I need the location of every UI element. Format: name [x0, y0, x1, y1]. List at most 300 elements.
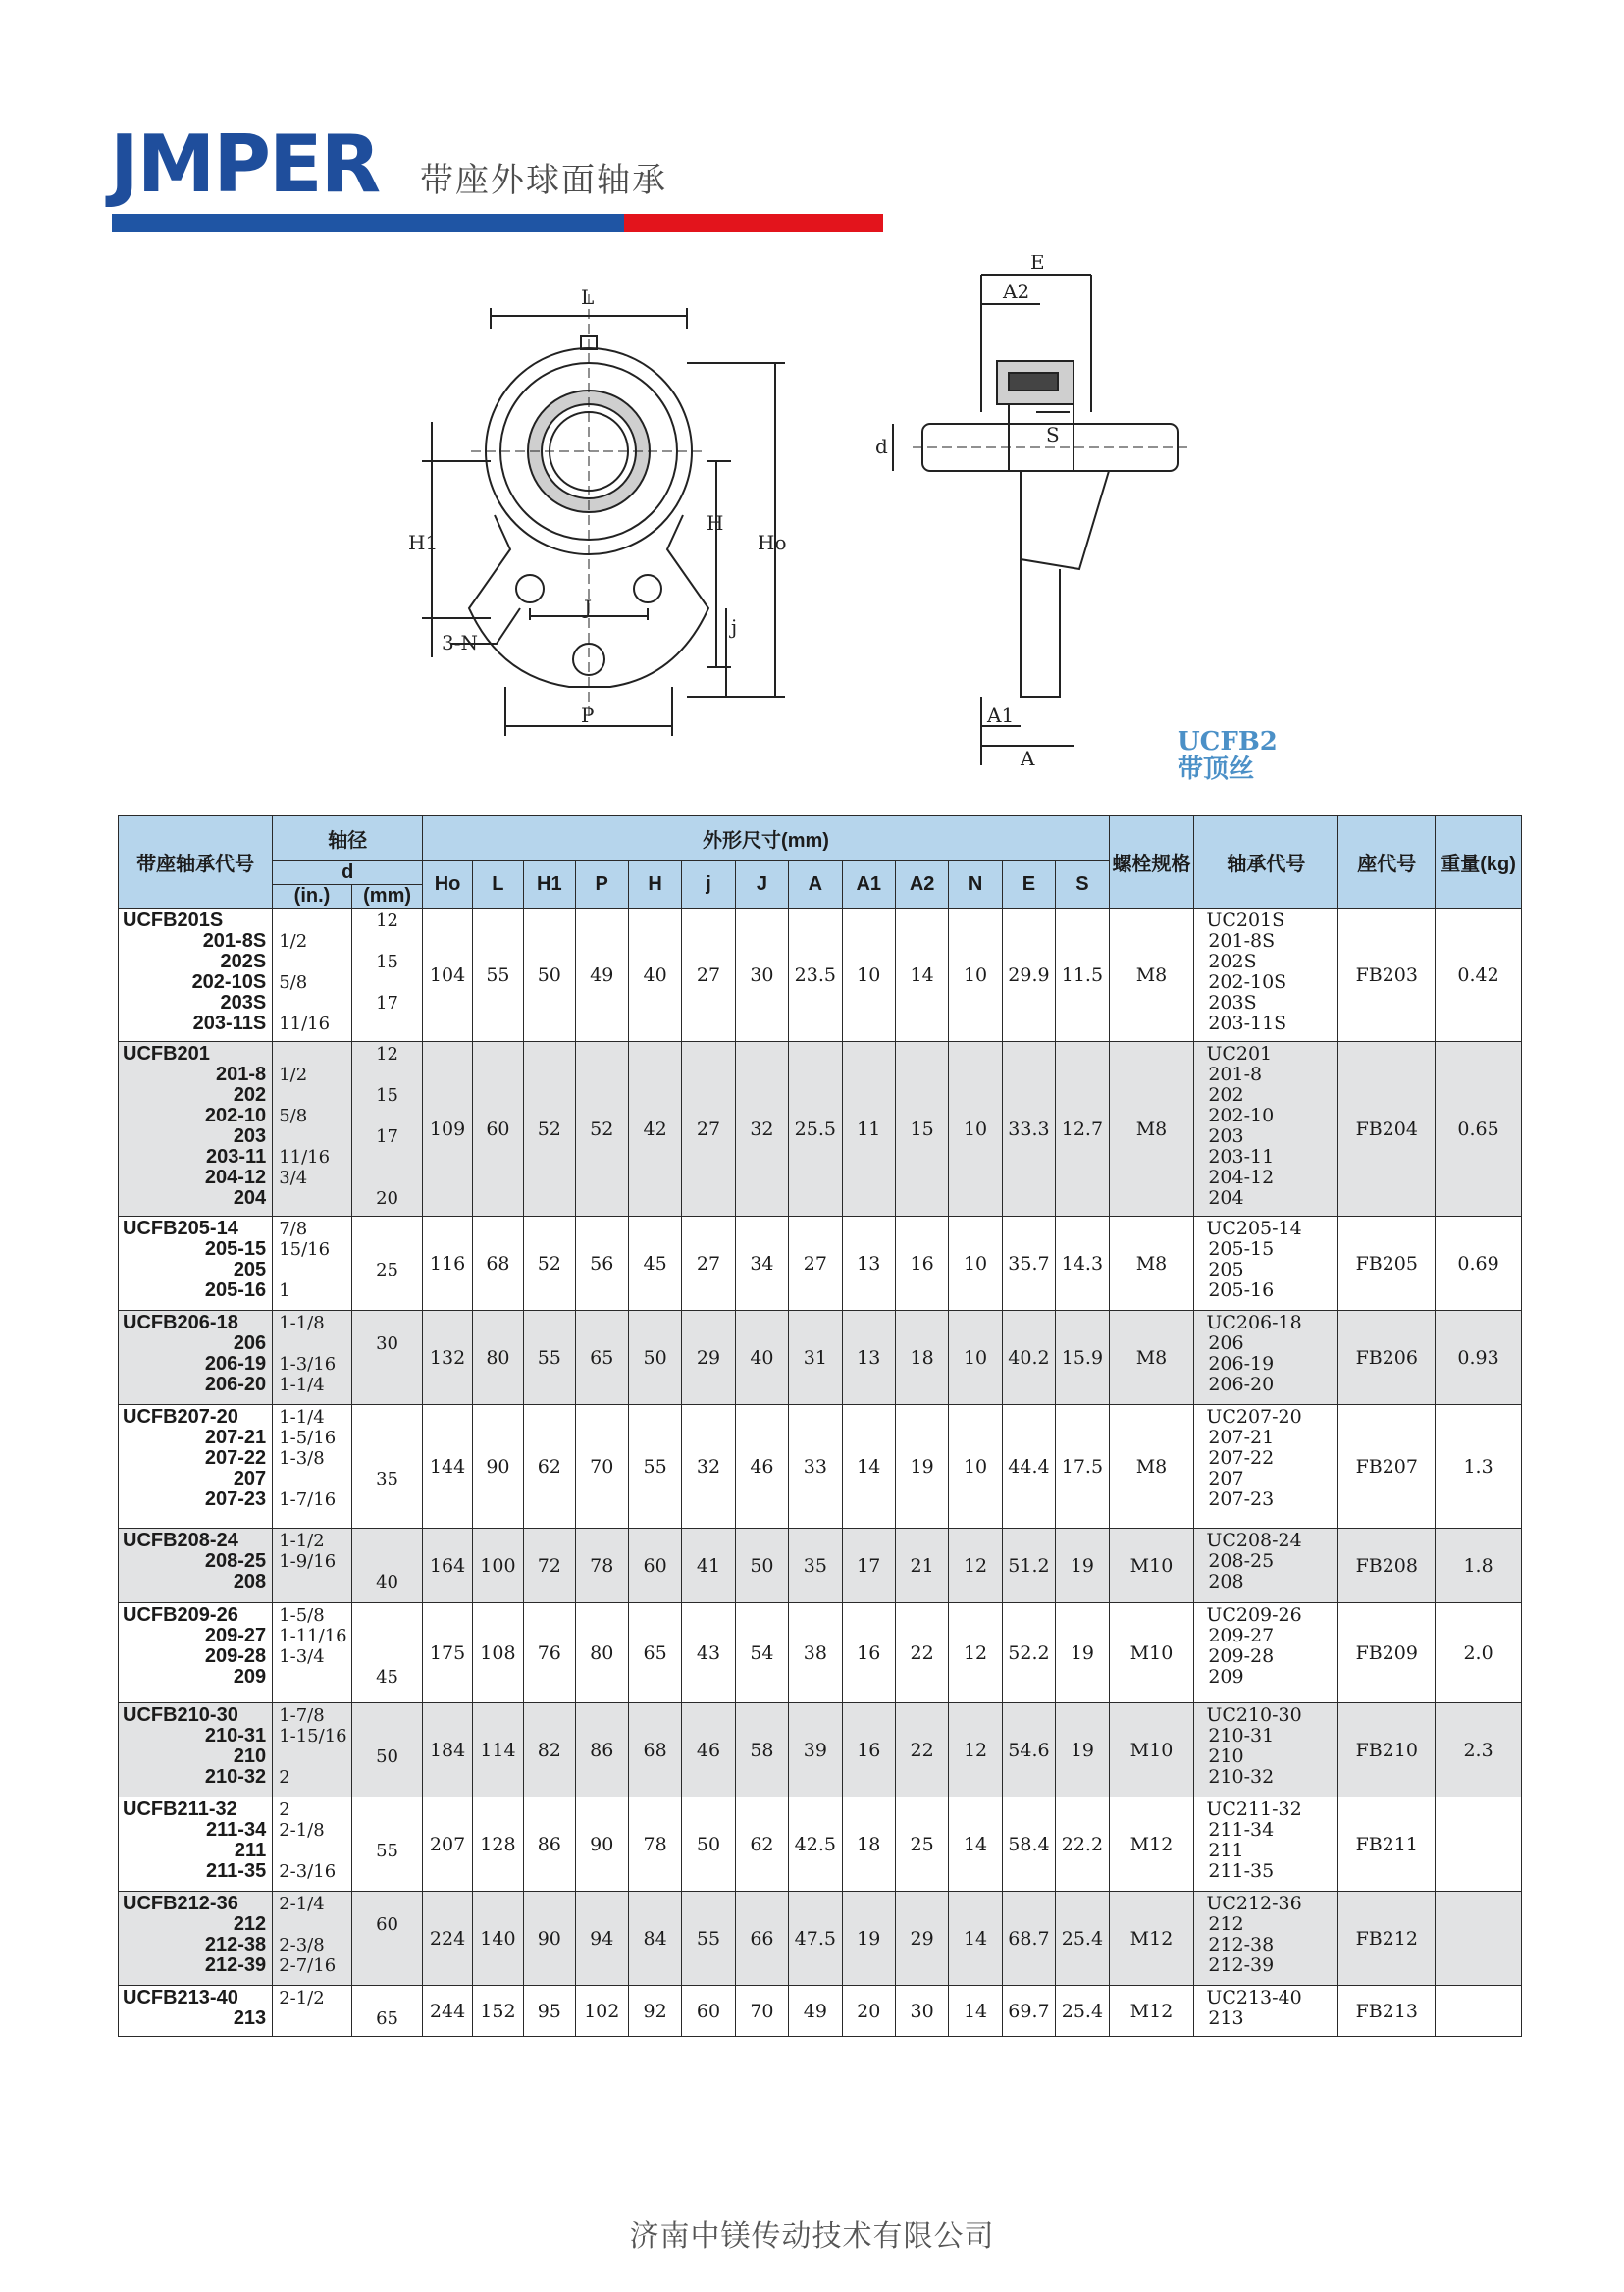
dimension-cell: 31 — [789, 1311, 842, 1405]
unit-code-line: 203-11 — [1208, 1146, 1275, 1168]
dimension-cell: 46 — [735, 1405, 788, 1529]
label-A1: A1 — [987, 703, 1015, 727]
dimension-cell: 19 — [1056, 1703, 1110, 1797]
label-E: E — [1030, 255, 1045, 274]
dimension-cell: 19 — [1056, 1529, 1110, 1603]
table-row — [119, 1529, 1522, 1603]
shaft-mm-line — [352, 1448, 423, 1469]
shaft-mm-line: 35 — [376, 1469, 399, 1489]
bearing-code-line: 213 — [233, 2007, 267, 2029]
dimension-cell: 16 — [842, 1603, 895, 1703]
dimension-cell: 50 — [735, 1529, 788, 1603]
bearing-code-line: 208 — [233, 1571, 267, 1592]
unit-code-line: 204 — [1208, 1187, 1244, 1209]
shaft-mm-line: 40 — [376, 1572, 399, 1592]
bearing-code-line: 209-27 — [204, 1625, 267, 1646]
dimension-cell: 21 — [895, 1529, 948, 1603]
shaft-inch — [273, 909, 352, 1042]
header-mm: (mm) — [351, 885, 423, 909]
bearing-code-line: 206-19 — [204, 1353, 267, 1375]
dimension-cell: 52 — [524, 1217, 575, 1311]
bearing-code — [119, 1042, 273, 1217]
label-Ho: Ho — [758, 531, 787, 554]
unit-code-line: 204-12 — [1208, 1167, 1275, 1188]
bearing-code-line: UCFB210-30 — [123, 1704, 238, 1726]
dimension-cell: 65 — [575, 1311, 628, 1405]
bearing-code-line: UCFB205-14 — [123, 1218, 238, 1239]
bearing-code-line: 210 — [233, 1745, 267, 1767]
weight-cell: 2.3 — [1436, 1703, 1522, 1797]
dimension-cell: 10 — [949, 1405, 1002, 1529]
housing-cell: FB211 — [1338, 1797, 1436, 1892]
dimension-cell: 14 — [949, 1986, 1002, 2037]
dimension-cell: 12 — [949, 1703, 1002, 1797]
dimension-cell: 42.5 — [789, 1797, 842, 1892]
unit-code — [1194, 1703, 1338, 1797]
unit-code-line: 207 — [1208, 1468, 1244, 1489]
dimension-cell: 56 — [575, 1217, 628, 1311]
unit-code — [1194, 1217, 1338, 1311]
dimension-cell: 82 — [524, 1703, 575, 1797]
label-H: H — [707, 511, 724, 535]
shaft-inch-line: 1-3/4 — [279, 1646, 325, 1667]
shaft-inch — [273, 1529, 352, 1603]
shaft-inch-line: 5/8 — [279, 972, 308, 993]
shaft-inch-line: 1/2 — [279, 1065, 308, 1085]
weight-cell — [1436, 1986, 1522, 2037]
shaft-inch-line: 1-7/8 — [279, 1705, 325, 1726]
shaft-inch-line: 15/16 — [279, 1239, 331, 1260]
dimension-cell: 17.5 — [1056, 1405, 1110, 1529]
bearing-code-line: 201-8 — [216, 1064, 267, 1085]
dimension-cell: 66 — [735, 1892, 788, 1986]
unit-code-line: 211-34 — [1208, 1819, 1275, 1841]
dimension-cell: 60 — [682, 1986, 735, 2037]
dimension-cell: 46 — [682, 1703, 735, 1797]
shaft-inch — [273, 1217, 352, 1311]
shaft-inch-line: 1-5/8 — [279, 1605, 325, 1626]
header-dim: P — [575, 861, 628, 909]
dimension-cell: 62 — [524, 1405, 575, 1529]
unit-code-line: 209-27 — [1208, 1625, 1275, 1646]
dimension-cell: 58.4 — [1002, 1797, 1055, 1892]
dimension-cell: 68 — [628, 1703, 681, 1797]
bearing-code — [119, 1986, 273, 2037]
dimension-cell: 34 — [735, 1217, 788, 1311]
dimension-cell: 29 — [682, 1311, 735, 1405]
unit-code-line: UC201S — [1206, 910, 1285, 931]
shaft-mm-line — [352, 931, 423, 952]
shaft-inch-line — [273, 1260, 351, 1280]
bearing-code-line: 202S — [220, 951, 267, 972]
dimension-cell: 86 — [524, 1797, 575, 1892]
bearing-code — [119, 1797, 273, 1892]
shaft-inch-line: 7/8 — [279, 1219, 308, 1239]
dimension-cell: 72 — [524, 1529, 575, 1603]
shaft-inch-line: 11/16 — [279, 1147, 331, 1168]
unit-code-line: UC206-18 — [1206, 1312, 1302, 1333]
shaft-inch-line — [273, 2008, 351, 2029]
dimension-cell: 44.4 — [1002, 1405, 1055, 1529]
dimension-cell: 17 — [842, 1529, 895, 1603]
dimension-cell: 27 — [682, 1042, 735, 1217]
housing-cell: FB209 — [1338, 1603, 1436, 1703]
dimension-cell: 78 — [628, 1797, 681, 1892]
shaft-inch-line: 1-1/4 — [279, 1407, 325, 1428]
shaft-inch — [273, 1405, 352, 1529]
shaft-inch-line — [273, 993, 351, 1014]
dimension-cell: 100 — [472, 1529, 523, 1603]
shaft-mm — [351, 1703, 423, 1797]
dimension-cell: 50 — [682, 1797, 735, 1892]
dimension-cell: 22.2 — [1056, 1797, 1110, 1892]
dimension-cell: 55 — [472, 909, 523, 1042]
weight-cell — [1436, 1892, 1522, 1986]
dimension-cell: 45 — [628, 1217, 681, 1311]
bearing-code-line: 207-22 — [204, 1447, 267, 1469]
dimension-cell: 80 — [472, 1311, 523, 1405]
shaft-mm-line — [352, 1280, 423, 1301]
bearing-code-line: 204-12 — [204, 1167, 267, 1188]
header-dim: A2 — [895, 861, 948, 909]
header-dim: E — [1002, 861, 1055, 909]
unit-code — [1194, 1797, 1338, 1892]
dimension-cell: 41 — [682, 1529, 735, 1603]
shaft-inch-line — [273, 1085, 351, 1106]
bearing-code — [119, 1311, 273, 1405]
dimension-cell: 164 — [423, 1529, 472, 1603]
bolt-cell: M12 — [1109, 1986, 1194, 2037]
table-row — [119, 1797, 1522, 1892]
dimension-cell: 18 — [895, 1311, 948, 1405]
unit-code — [1194, 1986, 1338, 2037]
housing-cell: FB205 — [1338, 1217, 1436, 1311]
shaft-mm-line: 30 — [376, 1333, 399, 1354]
unit-code-line: UC212-36 — [1206, 1893, 1302, 1914]
dimension-cell: 19 — [842, 1892, 895, 1986]
weight-cell — [1436, 1797, 1522, 1892]
shaft-mm-line: 12 — [376, 911, 399, 931]
spec-table — [118, 815, 1522, 2037]
dimension-cell: 25.5 — [789, 1042, 842, 1217]
dimension-cell: 27 — [682, 909, 735, 1042]
shaft-mm-line — [352, 1354, 423, 1375]
header-bar-blue — [112, 214, 624, 232]
header-dim: j — [682, 861, 735, 909]
bearing-code-line: UCFB201S — [123, 910, 224, 931]
unit-code-line: 202-10S — [1208, 971, 1287, 993]
bearing-code-line: 205 — [233, 1259, 267, 1280]
unit-code-line: 210-32 — [1208, 1766, 1275, 1788]
bearing-code-line: 212 — [233, 1913, 267, 1935]
dimension-cell: 47.5 — [789, 1892, 842, 1986]
dimension-cell: 13 — [842, 1311, 895, 1405]
label-H1: H1 — [408, 531, 439, 554]
housing-cell: FB212 — [1338, 1892, 1436, 1986]
shaft-mm-line — [352, 1489, 423, 1510]
shaft-inch-line: 2-1/8 — [279, 1820, 325, 1841]
dimension-cell: 62 — [735, 1797, 788, 1892]
dimension-cell: 10 — [949, 1217, 1002, 1311]
bearing-code-line: 203S — [220, 992, 267, 1014]
weight-cell: 1.8 — [1436, 1529, 1522, 1603]
dimension-cell: 22 — [895, 1703, 948, 1797]
shaft-inch — [273, 1042, 352, 1217]
bearing-code-line: 210-32 — [204, 1766, 267, 1788]
dimension-cell: 14 — [949, 1892, 1002, 1986]
dimension-cell: 109 — [423, 1042, 472, 1217]
label-3N: 3-N — [442, 631, 478, 654]
shaft-inch-line: 2 — [279, 1799, 290, 1820]
dimension-cell: 207 — [423, 1797, 472, 1892]
bearing-code-line: 208-25 — [204, 1550, 267, 1572]
page-subtitle: 带座外球面轴承 — [420, 161, 667, 200]
dimension-cell: 11.5 — [1056, 909, 1110, 1042]
shaft-mm-line — [352, 1239, 423, 1260]
bearing-code — [119, 1405, 273, 1529]
unit-code-line: 201-8 — [1208, 1064, 1263, 1085]
bolt-cell: M8 — [1109, 1311, 1194, 1405]
shaft-mm-line — [352, 1861, 423, 1882]
bearing-code-line: 203-11S — [192, 1013, 267, 1034]
shaft-mm-line — [352, 1988, 423, 2008]
dimension-cell: 51.2 — [1002, 1529, 1055, 1603]
dimension-cell: 25 — [895, 1797, 948, 1892]
shaft-mm-line: 17 — [376, 1126, 399, 1147]
bearing-code-line: UCFB208-24 — [123, 1530, 238, 1551]
unit-code-line: UC209-26 — [1206, 1604, 1302, 1626]
dimension-cell: 14 — [949, 1797, 1002, 1892]
model-note: 带顶丝 — [1178, 755, 1255, 784]
dimension-cell: 90 — [524, 1892, 575, 1986]
housing-cell: FB213 — [1338, 1986, 1436, 2037]
shaft-inch-line: 3/4 — [279, 1168, 308, 1188]
dimension-cell: 140 — [472, 1892, 523, 1986]
bearing-code-line: 207-21 — [204, 1427, 267, 1448]
shaft-mm-line — [352, 1313, 423, 1333]
bearing-code — [119, 909, 273, 1042]
unit-code-line: 208 — [1208, 1571, 1244, 1592]
bearing-code-line: UCFB207-20 — [123, 1406, 238, 1428]
dimension-cell: 108 — [472, 1603, 523, 1703]
shaft-mm-line — [352, 1705, 423, 1726]
shaft-inch-line: 1-9/16 — [279, 1551, 337, 1572]
unit-code-line: 202-10 — [1208, 1105, 1275, 1126]
unit-code-line: 206-20 — [1208, 1374, 1275, 1395]
dimension-cell: 52 — [575, 1042, 628, 1217]
shaft-mm-line — [352, 1407, 423, 1428]
shaft-mm-line — [352, 1799, 423, 1820]
shaft-inch-line — [273, 1667, 351, 1688]
header-dim: J — [735, 861, 788, 909]
dimension-cell: 55 — [628, 1405, 681, 1529]
weight-cell: 0.93 — [1436, 1311, 1522, 1405]
dimension-cell: 175 — [423, 1603, 472, 1703]
dimension-cell: 13 — [842, 1217, 895, 1311]
unit-code-line: 201-8S — [1208, 930, 1276, 952]
shaft-mm-line — [352, 1955, 423, 1976]
label-A: A — [1021, 747, 1035, 770]
header-dim: A — [789, 861, 842, 909]
header-dim: A1 — [842, 861, 895, 909]
shaft-inch-line: 1-3/8 — [279, 1448, 325, 1469]
dimension-cell: 42 — [628, 1042, 681, 1217]
bearing-code-line: 207-23 — [204, 1488, 267, 1510]
shaft-mm — [351, 1217, 423, 1311]
shaft-inch-line: 1-1/4 — [279, 1375, 325, 1395]
weight-cell: 2.0 — [1436, 1603, 1522, 1703]
shaft-mm-line — [352, 972, 423, 993]
dimension-cell: 40 — [628, 909, 681, 1042]
unit-code-line: 212-38 — [1208, 1934, 1275, 1955]
dimension-cell: 39 — [789, 1703, 842, 1797]
shaft-mm-line — [352, 1551, 423, 1572]
shaft-inch-line — [273, 952, 351, 972]
bearing-code-line: 206 — [233, 1332, 267, 1354]
shaft-inch-line — [273, 1914, 351, 1935]
dimension-cell: 19 — [895, 1405, 948, 1529]
dimension-cell: 76 — [524, 1603, 575, 1703]
bearing-code-line: 206-20 — [204, 1374, 267, 1395]
dimension-cell: 152 — [472, 1986, 523, 2037]
shaft-inch — [273, 1797, 352, 1892]
bearing-code-line: 202 — [233, 1084, 267, 1106]
shaft-mm-line: 65 — [376, 2008, 399, 2029]
bearing-code — [119, 1892, 273, 1986]
bearing-code-line: 209 — [233, 1666, 267, 1688]
dimension-cell: 27 — [789, 1217, 842, 1311]
dimension-cell: 25.4 — [1056, 1986, 1110, 2037]
header-dim: L — [472, 861, 523, 909]
bolt-cell: M8 — [1109, 909, 1194, 1042]
unit-code-line: 202S — [1208, 951, 1257, 972]
housing-cell: FB210 — [1338, 1703, 1436, 1797]
shaft-mm-line — [352, 1219, 423, 1239]
dimension-cell: 114 — [472, 1703, 523, 1797]
dimension-cell: 15.9 — [1056, 1311, 1110, 1405]
table-row — [119, 1892, 1522, 1986]
unit-code-line: 203S — [1208, 992, 1257, 1014]
dimension-cell: 95 — [524, 1986, 575, 2037]
unit-code-line: UC211-32 — [1206, 1798, 1302, 1820]
dimension-cell: 14 — [842, 1405, 895, 1529]
dimension-cell: 69.7 — [1002, 1986, 1055, 2037]
bearing-code-line: 202-10S — [191, 971, 267, 993]
bolt-cell: M8 — [1109, 1405, 1194, 1529]
header-dim: N — [949, 861, 1002, 909]
dimension-cell: 132 — [423, 1311, 472, 1405]
dimension-cell: 54.6 — [1002, 1703, 1055, 1797]
shaft-mm-line: 17 — [376, 993, 399, 1014]
unit-code-line: 211-35 — [1208, 1860, 1275, 1882]
label-J: J — [584, 596, 593, 619]
header-dim: Ho — [423, 861, 472, 909]
unit-code-line: 205 — [1208, 1259, 1244, 1280]
dimension-cell: 78 — [575, 1529, 628, 1603]
bearing-code-line: 212-38 — [204, 1934, 267, 1955]
header-shaft: 轴径 — [273, 816, 423, 861]
unit-code — [1194, 1529, 1338, 1603]
bearing-code-line: 211-35 — [206, 1860, 267, 1882]
bearing-code-line: UCFB206-18 — [123, 1312, 238, 1333]
dimension-cell: 38 — [789, 1603, 842, 1703]
bearing-code-line: 204 — [233, 1187, 267, 1209]
bearing-code-line: 212-39 — [204, 1954, 267, 1976]
dimension-cell: 12.7 — [1056, 1042, 1110, 1217]
shaft-inch-line: 1-1/8 — [279, 1313, 325, 1333]
label-d: d — [875, 435, 888, 458]
unit-code-line: 209 — [1208, 1666, 1244, 1688]
dimension-cell: 29.9 — [1002, 909, 1055, 1042]
header-dim: S — [1056, 861, 1110, 909]
dimension-cell: 29 — [895, 1892, 948, 1986]
footer-company: 济南中镁传动技术有限公司 — [629, 2219, 995, 2254]
dimension-cell: 68 — [472, 1217, 523, 1311]
dimension-cell: 33 — [789, 1405, 842, 1529]
shaft-mm-line: 60 — [376, 1914, 399, 1935]
table-body — [119, 909, 1522, 2037]
header-inch: (in.) — [273, 885, 352, 909]
bearing-code-line: UCFB213-40 — [123, 1987, 238, 2008]
shaft-mm — [351, 1797, 423, 1892]
dimension-cell: 80 — [575, 1603, 628, 1703]
dimension-cell: 49 — [575, 909, 628, 1042]
header-housing: 座代号 — [1338, 816, 1436, 909]
bolt-cell: M8 — [1109, 1042, 1194, 1217]
shaft-mm-line — [352, 1531, 423, 1551]
dimension-cell: 14 — [895, 909, 948, 1042]
shaft-mm-line: 20 — [376, 1188, 399, 1209]
dimension-cell: 50 — [628, 1311, 681, 1405]
bearing-code-line: 203 — [233, 1125, 267, 1147]
front-view — [422, 294, 785, 736]
unit-code-line: 202 — [1208, 1084, 1244, 1106]
unit-code-line: 207-23 — [1208, 1488, 1275, 1510]
dimension-cell: 12 — [949, 1529, 1002, 1603]
bearing-code-line: UCFB209-26 — [123, 1604, 238, 1626]
bolt-cell: M12 — [1109, 1797, 1194, 1892]
unit-code-line: 209-28 — [1208, 1645, 1275, 1667]
dimension-cell: 94 — [575, 1892, 628, 1986]
dimension-cell: 10 — [842, 909, 895, 1042]
bolt-cell: M10 — [1109, 1529, 1194, 1603]
shaft-mm-line — [352, 1626, 423, 1646]
shaft-inch-line: 2-1/2 — [279, 1988, 325, 2008]
shaft-inch-line — [273, 1126, 351, 1147]
shaft-mm — [351, 1311, 423, 1405]
unit-code-line: 211 — [1208, 1840, 1244, 1861]
header-weight: 重量(kg) — [1436, 816, 1522, 909]
dimension-cell: 40 — [735, 1311, 788, 1405]
unit-code — [1194, 1603, 1338, 1703]
dimension-cell: 20 — [842, 1986, 895, 2037]
bearing-code — [119, 1529, 273, 1603]
label-S: S — [1046, 423, 1060, 446]
shaft-inch-line — [273, 911, 351, 931]
dimension-cell: 49 — [789, 1986, 842, 2037]
shaft-mm-line — [352, 1065, 423, 1085]
dimension-cell: 52.2 — [1002, 1603, 1055, 1703]
shaft-inch-line: 1-11/16 — [279, 1626, 347, 1646]
weight-cell: 0.65 — [1436, 1042, 1522, 1217]
unit-code-line: 208-25 — [1208, 1550, 1275, 1572]
shaft-mm-line — [352, 1106, 423, 1126]
dimension-cell: 23.5 — [789, 909, 842, 1042]
bolt-cell: M8 — [1109, 1217, 1194, 1311]
housing-cell: FB203 — [1338, 909, 1436, 1042]
shaft-inch-line: 2 — [279, 1767, 290, 1788]
housing-cell: FB208 — [1338, 1529, 1436, 1603]
